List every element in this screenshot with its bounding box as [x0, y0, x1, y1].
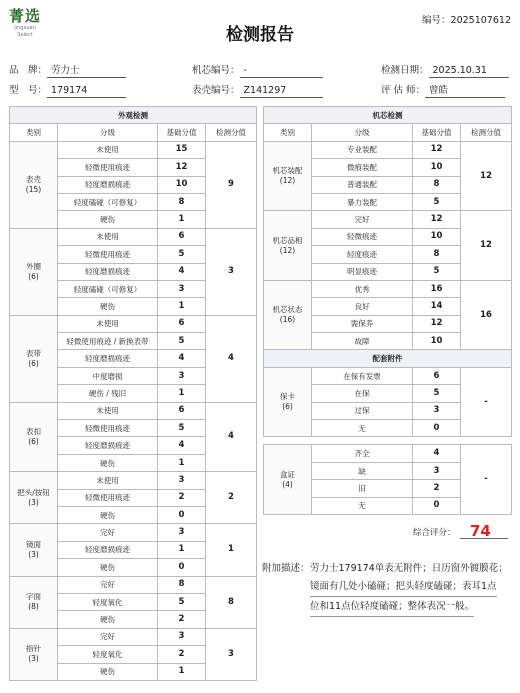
grade-cell: 故障	[312, 333, 413, 350]
grade-cell: 轻度磨损痕迹	[58, 541, 158, 558]
grade-cell: 完好	[312, 211, 413, 228]
category-cell: 保卡 (6)	[264, 367, 312, 437]
grade-cell: 轻微使用痕迹 / 新换表带	[58, 333, 158, 350]
grade-cell: 轻度磕碰（可修复）	[58, 193, 158, 210]
grade-cell: 无	[312, 497, 413, 514]
category-cell: 表壳 (15)	[10, 141, 58, 228]
base-score-cell: 12	[413, 141, 461, 158]
brand-value: 劳力士	[47, 64, 126, 78]
grade-cell: 硬伤	[58, 211, 158, 228]
appraiser-label: 评 估 师：	[381, 85, 426, 96]
base-score-cell: 1	[158, 454, 206, 471]
grade-cell: 轻度氧化	[58, 646, 158, 663]
total-score-label: 综合评分：	[413, 528, 456, 538]
grade-cell: 硬伤	[58, 506, 158, 523]
test-score-cell: -	[461, 367, 512, 437]
column-header: 基础分值	[158, 124, 206, 141]
grade-cell: 在保有发票	[312, 367, 413, 384]
base-score-cell: 8	[158, 193, 206, 210]
base-score-cell: 8	[413, 176, 461, 193]
category-cell: 机芯装配 (12)	[264, 141, 312, 211]
base-score-cell: 10	[413, 159, 461, 176]
table-row	[10, 402, 257, 419]
date-field	[381, 62, 509, 78]
base-score-cell: 3	[158, 367, 206, 384]
category-cell: 镜面 (3)	[10, 524, 58, 576]
appraiser-field	[381, 82, 505, 98]
column-header: 分级	[312, 124, 413, 141]
accessories-section-title-row	[264, 350, 512, 367]
spacer-cell	[264, 437, 512, 445]
test-score-cell: 4	[206, 315, 257, 402]
case-no-value: Z141297	[240, 84, 323, 98]
base-score-cell: 4	[158, 437, 206, 454]
table-row	[264, 367, 512, 384]
movement-table	[263, 106, 512, 515]
table-row	[264, 141, 512, 158]
base-score-cell: 3	[158, 472, 206, 489]
remarks-label: 附加描述：	[262, 563, 310, 574]
base-score-cell: 3	[158, 524, 206, 541]
grade-cell: 普通装配	[312, 176, 413, 193]
category-cell: 表带 (6)	[10, 315, 58, 402]
grade-cell: 暴力装配	[312, 193, 413, 210]
base-score-cell: 5	[158, 333, 206, 350]
grade-cell: 轻度氧化	[58, 593, 158, 610]
column-header: 检测分值	[206, 124, 257, 141]
grade-cell: 旧	[312, 480, 413, 497]
total-score	[413, 522, 491, 540]
base-score-cell: 10	[413, 228, 461, 245]
base-score-cell: 5	[158, 246, 206, 263]
movement-no-value: -	[240, 64, 323, 78]
base-score-cell: 2	[413, 480, 461, 497]
brand-field	[9, 62, 126, 78]
grade-cell: 轻度磨损痕迹	[58, 263, 158, 280]
date-label: 检测日期：	[381, 65, 429, 76]
base-score-cell: 3	[158, 628, 206, 645]
table-header-row	[264, 124, 512, 141]
category-cell: 机芯状态 (16)	[264, 280, 312, 350]
grade-cell: 硬伤	[58, 454, 158, 471]
category-cell: 机芯品相 (12)	[264, 211, 312, 281]
base-score-cell: 1	[158, 298, 206, 315]
base-score-cell: 8	[413, 246, 461, 263]
base-score-cell: 1	[158, 385, 206, 402]
column-header: 分级	[58, 124, 158, 141]
grade-cell: 齐全	[312, 445, 413, 462]
base-score-cell: 10	[158, 176, 206, 193]
base-score-cell: 14	[413, 298, 461, 315]
grade-cell: 优秀	[312, 280, 413, 297]
base-score-cell: 3	[413, 462, 461, 479]
grade-cell: 硬伤	[58, 298, 158, 315]
movement-section-title: 机芯检测	[264, 107, 512, 124]
grade-cell: 硬伤 / 残旧	[58, 385, 158, 402]
base-score-cell: 4	[158, 350, 206, 367]
base-score-cell: 6	[158, 402, 206, 419]
base-score-cell: 15	[158, 141, 206, 158]
column-header: 类别	[264, 124, 312, 141]
base-score-cell: 0	[413, 497, 461, 514]
test-score-cell: 3	[206, 228, 257, 315]
test-score-cell: -	[461, 445, 512, 515]
remarks-line: 位和11点位轻度磕碰；整体表况一般。	[310, 598, 474, 617]
table-row	[10, 141, 257, 158]
base-score-cell: 0	[158, 506, 206, 523]
remarks-line: 镜面有几处小磕碰；把头轻度磕碰；表耳1点	[310, 578, 497, 597]
grade-cell: 未使用	[58, 472, 158, 489]
grade-cell: 微痕装配	[312, 159, 413, 176]
base-score-cell: 0	[158, 559, 206, 576]
grade-cell: 轻微使用痕迹	[58, 159, 158, 176]
table-row	[10, 628, 257, 645]
appearance-section-title-row	[10, 107, 257, 124]
base-score-cell: 12	[413, 315, 461, 332]
base-score-cell: 1	[158, 211, 206, 228]
grade-cell: 需保养	[312, 315, 413, 332]
table-row	[10, 315, 257, 332]
base-score-cell: 5	[158, 420, 206, 437]
category-cell: 字面 (8)	[10, 576, 58, 628]
base-score-cell: 6	[413, 367, 461, 384]
grade-cell: 过保	[312, 402, 413, 419]
grade-cell: 轻微使用痕迹	[58, 420, 158, 437]
base-score-cell: 4	[158, 263, 206, 280]
base-score-cell: 12	[413, 211, 461, 228]
base-score-cell: 5	[413, 263, 461, 280]
grade-cell: 轻度磨损痕迹	[58, 350, 158, 367]
table-row	[10, 228, 257, 245]
category-cell: 表扣 (6)	[10, 402, 58, 472]
base-score-cell: 5	[413, 385, 461, 402]
grade-cell: 专业装配	[312, 141, 413, 158]
grade-cell: 良好	[312, 298, 413, 315]
grade-cell: 无	[312, 420, 413, 437]
test-score-cell: 4	[206, 402, 257, 472]
model-label: 型 号：	[9, 85, 48, 96]
grade-cell: 未使用	[58, 228, 158, 245]
column-header: 类别	[10, 124, 58, 141]
base-score-cell: 1	[158, 663, 206, 680]
case-no-field	[192, 82, 323, 98]
base-score-cell: 12	[158, 159, 206, 176]
grade-cell: 轻度磨损痕迹	[58, 437, 158, 454]
base-score-cell: 6	[158, 315, 206, 332]
grade-cell: 轻度痕迹	[312, 246, 413, 263]
grade-cell: 轻微痕迹	[312, 228, 413, 245]
column-header: 检测分值	[461, 124, 512, 141]
grade-cell: 在保	[312, 385, 413, 402]
test-score-cell: 16	[461, 280, 512, 350]
grade-cell: 硬伤	[58, 559, 158, 576]
model-field	[9, 82, 126, 98]
table-row	[10, 524, 257, 541]
grade-cell: 轻微使用痕迹	[58, 246, 158, 263]
appearance-section-title: 外观检测	[10, 107, 257, 124]
logo-subtitle: Jingxuan Select	[14, 25, 36, 38]
base-score-cell: 4	[413, 445, 461, 462]
base-score-cell: 2	[158, 489, 206, 506]
test-score-cell: 12	[461, 141, 512, 211]
base-score-cell: 3	[158, 280, 206, 297]
base-score-cell: 3	[413, 402, 461, 419]
spacer-row	[264, 437, 512, 445]
base-score-cell: 5	[413, 193, 461, 210]
grade-cell: 缺	[312, 462, 413, 479]
grade-cell: 完好	[58, 576, 158, 593]
total-score-underline	[460, 538, 508, 539]
category-cell: 外圈 (6)	[10, 228, 58, 315]
grade-cell: 硬伤	[58, 663, 158, 680]
appearance-table	[9, 106, 257, 681]
grade-cell: 明显痕迹	[312, 263, 413, 280]
test-score-cell: 9	[206, 141, 257, 228]
grade-cell: 完好	[58, 524, 158, 541]
base-score-cell: 2	[158, 646, 206, 663]
base-score-cell: 5	[158, 593, 206, 610]
total-score-value: 74	[470, 522, 491, 540]
base-score-cell: 6	[158, 228, 206, 245]
test-score-cell: 12	[461, 211, 512, 281]
report-number: 编号：2025107612	[422, 15, 511, 26]
movement-no-label: 机芯编号：	[192, 65, 240, 76]
table-row	[10, 576, 257, 593]
grade-cell: 中度磨损	[58, 367, 158, 384]
brand-label: 品 牌：	[9, 65, 48, 76]
test-score-cell: 3	[206, 628, 257, 680]
grade-cell: 硬伤	[58, 611, 158, 628]
report-title: 检测报告	[226, 25, 294, 45]
category-cell: 指针 (3)	[10, 628, 58, 680]
grade-cell: 未使用	[58, 315, 158, 332]
date-value: 2025.10.31	[429, 64, 509, 78]
base-score-cell: 8	[158, 576, 206, 593]
model-value: 179174	[47, 84, 126, 98]
case-no-label: 表壳编号：	[192, 85, 240, 96]
movement-section-title-row	[264, 107, 512, 124]
test-score-cell: 2	[206, 472, 257, 524]
table-row	[264, 280, 512, 297]
grade-cell: 未使用	[58, 402, 158, 419]
logo-mark: 菁选	[8, 7, 41, 25]
grade-cell: 未使用	[58, 141, 158, 158]
grade-cell: 轻度磨损痕迹	[58, 176, 158, 193]
table-header-row	[10, 124, 257, 141]
base-score-cell: 10	[413, 333, 461, 350]
table-row	[264, 445, 512, 462]
column-header: 基础分值	[413, 124, 461, 141]
base-score-cell: 1	[158, 541, 206, 558]
grade-cell: 轻度磕碰（可修复）	[58, 280, 158, 297]
base-score-cell: 16	[413, 280, 461, 297]
test-score-cell: 8	[206, 576, 257, 628]
appraiser-value: 曾皓	[425, 84, 505, 98]
grade-cell: 完好	[58, 628, 158, 645]
table-row	[10, 472, 257, 489]
category-cell: 把头/按钮 (3)	[10, 472, 58, 524]
category-cell: 盒证 (4)	[264, 445, 312, 515]
test-score-cell: 1	[206, 524, 257, 576]
remarks-line: 劳力士179174单表无附件；日历窗外镀膜花；	[310, 563, 508, 574]
base-score-cell: 0	[413, 420, 461, 437]
table-row	[264, 211, 512, 228]
grade-cell: 轻微使用痕迹	[58, 489, 158, 506]
movement-no-field	[192, 62, 323, 78]
base-score-cell: 2	[158, 611, 206, 628]
accessories-section-title: 配套附件	[264, 350, 512, 367]
